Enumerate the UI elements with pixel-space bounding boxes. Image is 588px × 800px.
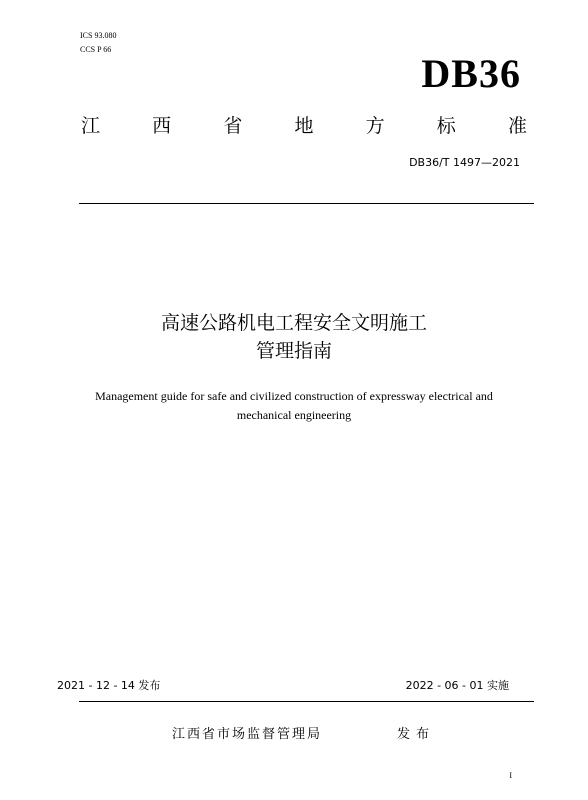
standard-type-heading [81,113,527,139]
implementation-date: 2022 - 06 - 01 实施 [405,679,509,692]
standard-type-char: 方 [365,115,385,137]
bottom-divider [79,701,534,702]
standard-type-char: 地 [294,115,314,137]
standard-type-char: 准 [507,115,527,137]
title-english-line-1: Management guide for safe and civilized construction of expressway electrical and [95,389,493,403]
top-divider [79,203,534,204]
ccs-code: CCS P 66 [80,45,112,54]
ics-code: ICS 93.080 [80,31,117,40]
standard-type-char: 标 [436,115,456,137]
title-chinese-line-1: 高速公路机电工程安全文明施工 [160,312,427,334]
publisher-name: 江西省市场监督管理局 [172,727,323,742]
page-number: I [509,771,512,780]
publish-label: 发布 [397,727,436,742]
standard-type-char: 江 [81,115,101,137]
db36-logo: DB36 [421,51,521,96]
standard-type-char: 西 [152,115,172,137]
standard-type-char: 省 [223,115,243,137]
title-chinese-line-2: 管理指南 [255,340,332,362]
issue-date: 2021 - 12 - 14 发布 [57,679,161,692]
title-english-line-2: mechanical engineering [236,408,352,422]
standard-number: DB36/T 1497—2021 [409,156,520,169]
